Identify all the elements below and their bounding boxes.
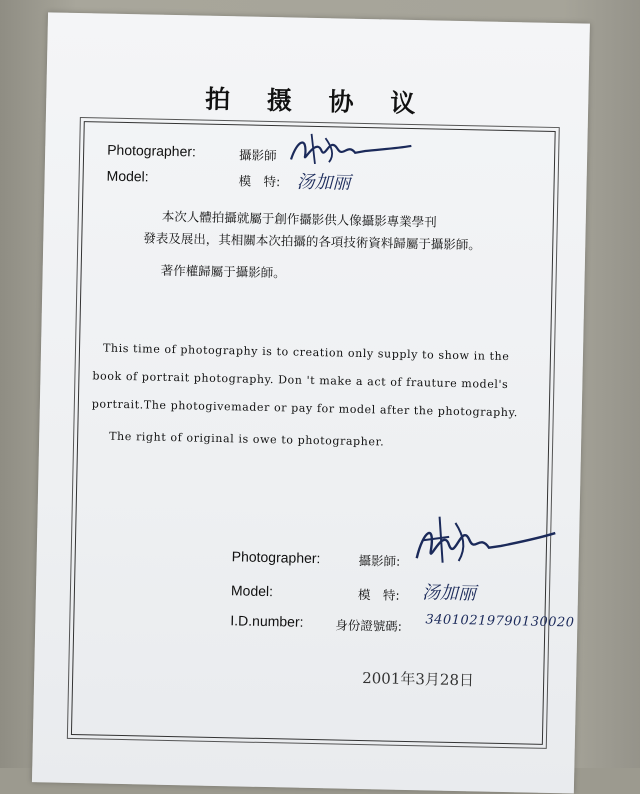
footer-date: 2001年3月28日 <box>361 669 475 690</box>
body-en-line4: The right of original is owe to photographer. <box>109 429 385 449</box>
body-cn-para1-line2: 發表及展出，其相關本次拍攝的各項技術資料歸屬于攝影師。 <box>143 230 481 253</box>
footer-id-label-cn: 身份證號碼: <box>335 617 403 634</box>
agreement-paper <box>32 12 590 793</box>
header-model-label-en: Model: <box>106 167 149 185</box>
body-cn-para2: 著作權歸屬于攝影師。 <box>160 262 286 281</box>
body-en-line2: book of portrait photography. Don 't make a act of frauture model's <box>92 369 509 392</box>
footer-model-label-en: Model: <box>230 582 274 600</box>
footer-photographer-label-cn: 攝影師: <box>358 552 401 569</box>
header-photographer-signature <box>285 129 416 170</box>
header-photographer-label-cn: 攝影師 <box>238 147 277 164</box>
header-model-name: 汤加丽 <box>296 171 351 194</box>
body-en-line3: portrait.The photogivemader or pay for model after the photography. <box>91 397 519 420</box>
document-title: 拍 摄 协 议 <box>204 84 430 119</box>
footer-id-number: 34010219790130020 <box>425 612 575 631</box>
header-model-label-cn: 模 特: <box>238 173 281 190</box>
footer-model-name: 汤加丽 <box>421 582 477 605</box>
footer-photographer-signature <box>408 510 559 573</box>
body-cn-para1-line1: 本次人體拍攝就屬于創作攝影供人像攝影專業學刊 <box>161 208 437 230</box>
header-photographer-label-en: Photographer: <box>107 141 197 160</box>
footer-id-label-en: I.D.number: <box>230 612 304 630</box>
body-en-line1: This time of photography is to creation only supply to show in the <box>102 341 510 364</box>
footer-model-label-cn: 模 特: <box>357 586 400 603</box>
footer-photographer-label-en: Photographer: <box>231 548 321 567</box>
